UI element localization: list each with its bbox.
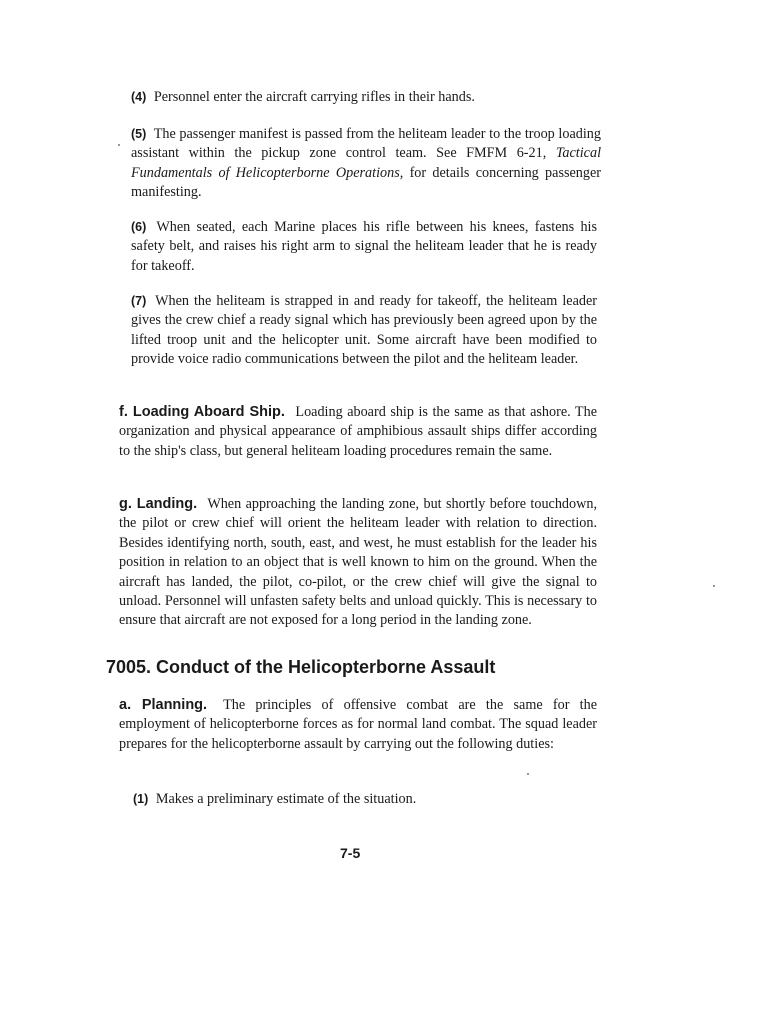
section-7005-heading: 7005. Conduct of the Helicopterborne Assault: [106, 657, 496, 677]
paragraph-item-5: [131, 125, 601, 203]
item-number: (4): [131, 90, 147, 104]
paragraph-item-6: [131, 218, 597, 276]
item-text: Personnel enter the aircraft carrying rifles in their hands.: [153, 89, 475, 105]
item-number: (7): [131, 294, 147, 308]
section-f-loading-aboard-ship: [119, 403, 597, 461]
section-heading: a. Planning.: [119, 697, 208, 713]
item-text: When seated, each Marine places his rifle between his knees, fastens his safety belt, and raises his right arm to signal the heliteam leader that he is ready for takeoff.: [131, 219, 597, 274]
item-number: (6): [131, 220, 147, 234]
scan-speck: [118, 144, 120, 146]
publication-title: Tactical Fundamentals of Helicopterborne Operations,: [131, 145, 602, 181]
scan-speck: [713, 585, 715, 587]
section-heading: g. Landing.: [119, 496, 198, 512]
paragraph-item-1: [133, 790, 593, 809]
section-a-planning: [119, 696, 597, 754]
section-text: Loading aboard ship is the same as that ashore. The organization and physical appearance of amphibious assault ships differ according to the ship's class, but general heliteam loading procedures remain the same.: [119, 404, 597, 459]
item-number: (5): [131, 127, 147, 141]
paragraph-item-7: [131, 292, 597, 370]
item-text: Makes a preliminary estimate of the situation.: [155, 791, 417, 807]
page-number: 7-5: [340, 845, 361, 861]
section-text: The principles of offensive combat are the same for the employment of helicopterborne forces as for normal land combat. The squad leader prepares for the helicopterborne assault by carrying out the following duties:: [119, 697, 597, 752]
paragraph-item-4: [131, 88, 601, 107]
item-number: (1): [133, 792, 149, 806]
item-text-after: for details concerning passenger manifesting.: [131, 164, 601, 201]
scan-speck: [527, 773, 529, 775]
section-heading: f. Loading Aboard Ship.: [119, 404, 285, 420]
section-g-landing: [119, 495, 597, 631]
item-text-before: The passenger manifest is passed from the heliteam leader to the troop loading assistant within the pickup zone control team. See FMFM 6-21,: [131, 126, 601, 162]
item-text: When the heliteam is strapped in and ready for takeoff, the heliteam leader gives the crew chief a ready signal which has previously been agreed upon by the lifted troop unit and the helicopter unit. Some aircraft have been modified to provide voice radio communications between the pilot and the heliteam leader.: [131, 293, 597, 368]
section-text: When approaching the landing zone, but shortly before touchdown, the pilot or crew chief will orient the heliteam leader with relation to direction. Besides identifying north, south, east, and west, he must establish for the leader his position in relation to an object that is well known to him on the ground. When the aircraft has landed, the pilot, co-pilot, or the crew chief will give the signal to unload. Personnel will unfasten safety belts and unload quickly. This is necessary to ensure that aircraft are not exposed for a long period in the landing zone.: [119, 496, 598, 629]
